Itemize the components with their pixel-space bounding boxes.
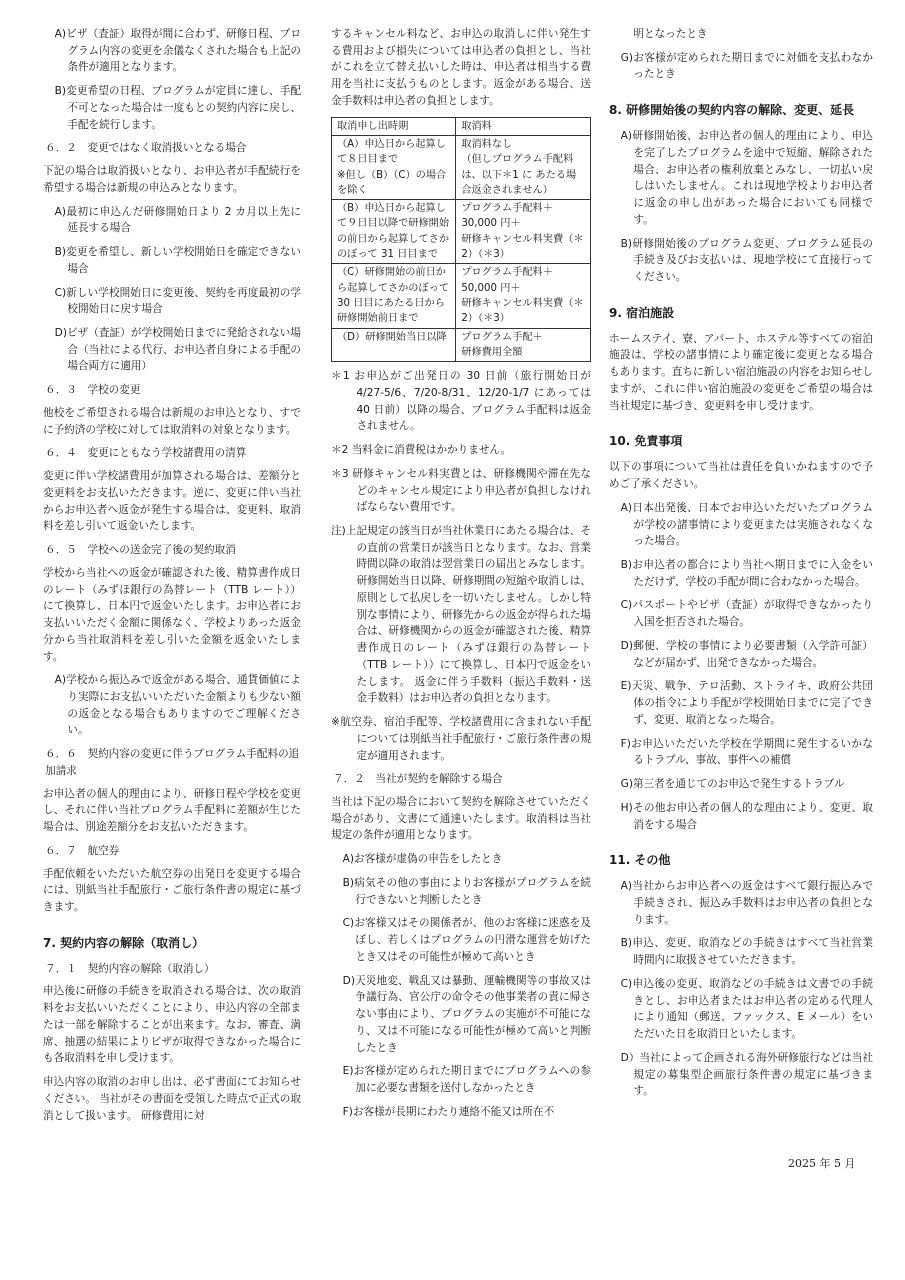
list-item: A)研修開始後、お申込者の個人的理由により、申込を完了したプログラムを途中で短縮、解除された場合、お申込者の権利放棄とみなし、一切払い戻しはいたしません。これは現地学校よりお申込者に返金の申し出があった場合においても同様です。 [620,130,873,226]
section-title-8: 8. 研修開始後の契約内容の解除、変更、延長 [609,103,855,118]
list-item: D)ビザ（査証）が学校開始日までに発給されない場合（当社による代行、お申込者自身による手配の場合両方に適用） [54,327,301,373]
paragraph: 下記の場合は取消扱いとなり、お申込者が手配続行を希望する場合は新規の申込みとなります。 [43,165,301,194]
list-item: D）当社によって企画される海外研修旅行などは当社規定の募集型企画旅行条件書の規定に基づきます。 [620,1051,873,1098]
list-item: B)申込、変更、取消などの手続きはすべて当社営業時間内に取扱させていただきます。 [620,937,873,967]
paragraph: ホームステイ、寮、アパート、ホステル等すべての宿泊施設は、学校の諸事情により確定後に変更となる場合もあります。直ちに新しい宿泊施設の内容をお知らせしますが、これに伴い宿泊施設の変更をご希望の場合は当社規定に基づき、変更料を申し受けます。 [609,332,873,412]
list-item: G)第三者を通じてのお申込で発生するトラブル [620,778,845,791]
document-date: 2025 年 5 月 [788,1157,856,1170]
footnote: ＊3 研修キャンセル料実費とは、研修機関や滞在先などのキャンセル規定により申込者が負担しなければならない費用です。 [331,467,591,514]
table-cell: （B）申込日から起算して９日目以降で研修開始の前日から起算してさかのぼって 31 日目まで [332,200,456,264]
paragraph: お申込者の個人的理由により、研修日程や学校を変更し、それに伴い当社プログラム手配料に差額が生じた場合は、別途差額分をお支払いただきます。 [43,787,301,834]
column-3 [609,26,873,1107]
paragraph: 手配依頼をいただいた航空券の出発日を変更する場合には、別紙当社手配旅行・ご旅行条件書の規定に基づきます。 [43,867,301,914]
table-row [332,328,591,362]
column-1 [43,26,301,1131]
list-item: E)天災、戦争、テロ活動、ストライキ、政府公共団体の指令により手配が学校開始日までに完了できず、変更、取消となった場合。 [620,680,873,726]
list-item: A)学校から振込みで返金がある場合、通貨価値により実際にお支払いいただいた金額よりも少ない額の返金となる場合もありますのでご理解ください。 [54,674,301,737]
list-item: A)当社からお申込者への返金はすべて銀行振込みで手続きされ、振込み手数料はお申込者の負担となります。 [620,880,873,926]
paragraph: 他校をご希望される場合は新規のお申込となり、すでに予約済の学校に対しては取消料の対象となります。 [43,406,301,436]
subsection-title-6-3: ６．３ 学校の変更 [45,384,141,397]
list-item: A)お客様が虚偽の申告をしたとき [342,853,503,866]
table-row [332,200,591,264]
paragraph: 当社は下記の場合において契約を解除させていただく場合があり、文書にて通達いたします。取消料は当社規定の条件が適用となります。 [331,796,591,842]
paragraph: 変更に伴い学校諸費用が加算される場合は、差額分と変更料をお支払いただきます。逆に、変更に伴い当社からお申込者へ返金が発生する場合は、変更料、取消料を差し引いて返金いたします。 [43,470,301,533]
paragraph: 学校から当社への返金が確認された後、精算書作成日のレート（みずほ銀行の為替レート（TTB レート））にて換算し、日本円で返金いたします。お申込者にお支払いいただく金額に関係なく、学校よりあった返金分から当社取消料を差し引いた金額を返金いたします。 [43,566,301,663]
section-title-10: 10. 免責事項 [609,434,683,449]
table-cell: （C）研修開始の前日から起算してさかのぼって 30 日目にあたる日から研修開始前日まで [332,264,456,328]
table-header-row [332,117,591,135]
list-item: C)新しい学校開始日に変更後、契約を再度最初の学校開始日に戻す場合 [54,286,301,316]
list-item: F)お客様が長期にわたり連絡不能又は所在不 [342,1105,555,1118]
footnote: ※航空券、宿泊手配等、学校諸費用に含まれない手配については別紙当社手配旅行・ご旅行条件書の規定が適用されます。 [331,716,591,762]
table-cell: プログラム手配＋ 研修費用全額 [456,328,591,362]
list-item: B)研修開始後のプログラム変更、プログラム延長の手続き及びお支払いは、現地学校にて直接行ってください。 [620,237,873,284]
table-cell: （D）研修開始当日以降 [332,328,456,362]
footnote: ＊1 お申込がご出発日の 30 日前（旅行開始日が 4/27-5/6、7/20-8/31、12/20-1/7 にあっては 40 日前）以降の場合、プログラム手配料は返金されません。 [331,370,591,433]
list-item: E)お客様が定められた期日までにプログラムへの参加に必要な書類を送付しなかったとき [342,1065,591,1095]
section-title-9: 9. 宿泊施設 [609,305,675,320]
table-header-fee: 取消料 [456,117,591,135]
list-item: C)申込後の変更、取消などの手続きは文書での手続きとし、お申込者またはお申込者の定める代理人により通知（郵送、ファックス、E メール）をいただいた日を取消日といたします。 [620,977,873,1041]
section-title-7: 7. 契約内容の解除（取消し） [43,935,205,950]
footnote: 注)上記規定の該当日が当社休業日にあたる場合は、その直前の営業日が該当日となります。なお、営業時間以降の取消は翌営業日の届出とみなします。 研修開始当日以降、研修期間の短縮や取消しは、原則として払戻しを一切いたしません。しかし特別な事情により、研修先からの返金が得られた場合は、研修機関からの返金が確認された後、精算書作成日のレート（みずほ銀行の為替レート（TTB レート））にて換算し、日本円で返金をいたします。 返金に伴う手数料（振込手数料・送金手数料）はお申込者の負担となります。 [331,525,591,705]
list-item: C)お客様又はその関係者が、他のお客様に迷惑を及ぼし、若しくはプログラムの円滑な運営を妨げたとき又はその可能性が極めて高いとき [342,917,591,963]
list-item: A)日本出発後、日本でお申込いただいたプログラムが学校の諸事情により変更または実施されなくなった場合。 [620,501,873,548]
table-row [332,264,591,328]
section-title-11: 11. その他 [609,853,671,868]
subsection-title-6-6: ６．６ 契約内容の変更に伴うプログラム手配料の追加請求 [45,748,300,777]
paragraph: 申込内容の取消のお申し出は、必ず書面にてお知らせください。 当社がその書面を受領した時点で正式の取消として扱います。 研修費用に対 [43,1076,301,1122]
footnote: ＊2 当料金に消費税はかかりません。 [331,444,512,457]
list-item: A)最初に申込んだ研修開始日より 2 カ月以上先に延長する場合 [54,205,301,235]
subsection-title-6-5: ６．５ 学校への送金完了後の契約取消 [45,544,236,557]
table-cell: 取消料なし （但しプログラム手配料は、以下＊1 に あたる場合返金されません） [456,135,591,199]
list-item: A)ビザ（査証）取得が間に合わず、研修日程、プログラム内容の変更を余儀なくされた場合も上記の条件が適用となります。 [54,28,301,74]
subsection-title-7-2: ７．２ 当社が契約を解除する場合 [333,773,503,786]
subsection-title-6-7: ６．７ 航空券 [45,844,120,857]
subsection-title-6-4: ６．４ 変更にともなう学校諸費用の清算 [45,447,247,460]
list-item: B)変更を希望し、新しい学校開始日を確定できない場合 [54,246,301,275]
subsection-title-6-2: ６．２ 変更ではなく取消扱いとなる場合 [45,142,247,155]
list-item: B)病気その他の事由によりお客様がプログラムを続行できないと判断したとき [342,876,591,906]
list-item: B)お申込者の都合により当社へ期日までに入金をいただけず、学校の手配が間に合わなかった場合。 [620,559,873,588]
table-header-timing: 取消申し出時期 [332,117,456,135]
column-2 [331,26,591,1128]
list-item: D)郵便、学校の事情により必要書類（入学許可証）などが届かず、出発できなかった場合。 [620,639,873,669]
cancellation-fee-table [331,117,591,362]
list-item: D)天災地変、戦乱又は暴動、運輸機関等の事故又は争議行為、官公庁の命令その他事業者の責に帰さない事由により、プログラムの実施が不可能になり、又は不可能になる可能性が極めて高いと判断したとき [342,974,591,1054]
table-row [332,135,591,199]
list-item: G)お客様が定められた期日までに対価を支払わなかったとき [620,51,873,81]
subsection-title-7-1: ７．１ 契約内容の解除（取消し） [45,962,215,975]
paragraph: 以下の事項について当社は責任を負いかねますので予めご了承ください。 [609,461,873,491]
table-cell: （A）申込日から起算して８日目まで ※但し（B）（C）の場合を除く [332,135,456,199]
list-item: H)その他お申込者の個人的な理由により、変更、取消をする場合 [620,801,873,831]
paragraph: 申込後に研修の手続きを取消される場合は、次の取消料をお支払いいただくことにより、申込内容の全部または一部を解除することが出来ます。なお、審査、満席、抽選の結果によりビザが取得できなかった場合にも各取消料を申し受けます。 [43,985,301,1065]
table-cell: プログラム手配料＋30,000 円＋ 研修キャンセル料実費（＊2）（＊3） [456,200,591,264]
list-item: F)お申込いただいた学校在学期間に発生するいかなるトラブル、事故、事件への補償 [620,737,873,767]
list-item-continuation: 明となったとき [633,28,708,40]
table-cell: プログラム手配料＋50,000 円＋ 研修キャンセル料実費（＊2）（＊3） [456,264,591,328]
paragraph: するキャンセル料など、お申込の取消しに伴い発生する費用および損失については申込者の負担とし、当社がこれを立て替え払いした時は、申込者は相当する費用を当社に支払うものとします。返金がある場合、送金手数料は申込者の負担とします。 [331,28,591,107]
list-item: C)パスポートやビザ（査証）が取得できなかったり入国を拒否された場合。 [620,599,873,629]
list-item: B)変更希望の日程、プログラムが定員に達し、手配不可となった場合は一度もとの契約内容に戻し、手配を続行します。 [54,85,301,131]
